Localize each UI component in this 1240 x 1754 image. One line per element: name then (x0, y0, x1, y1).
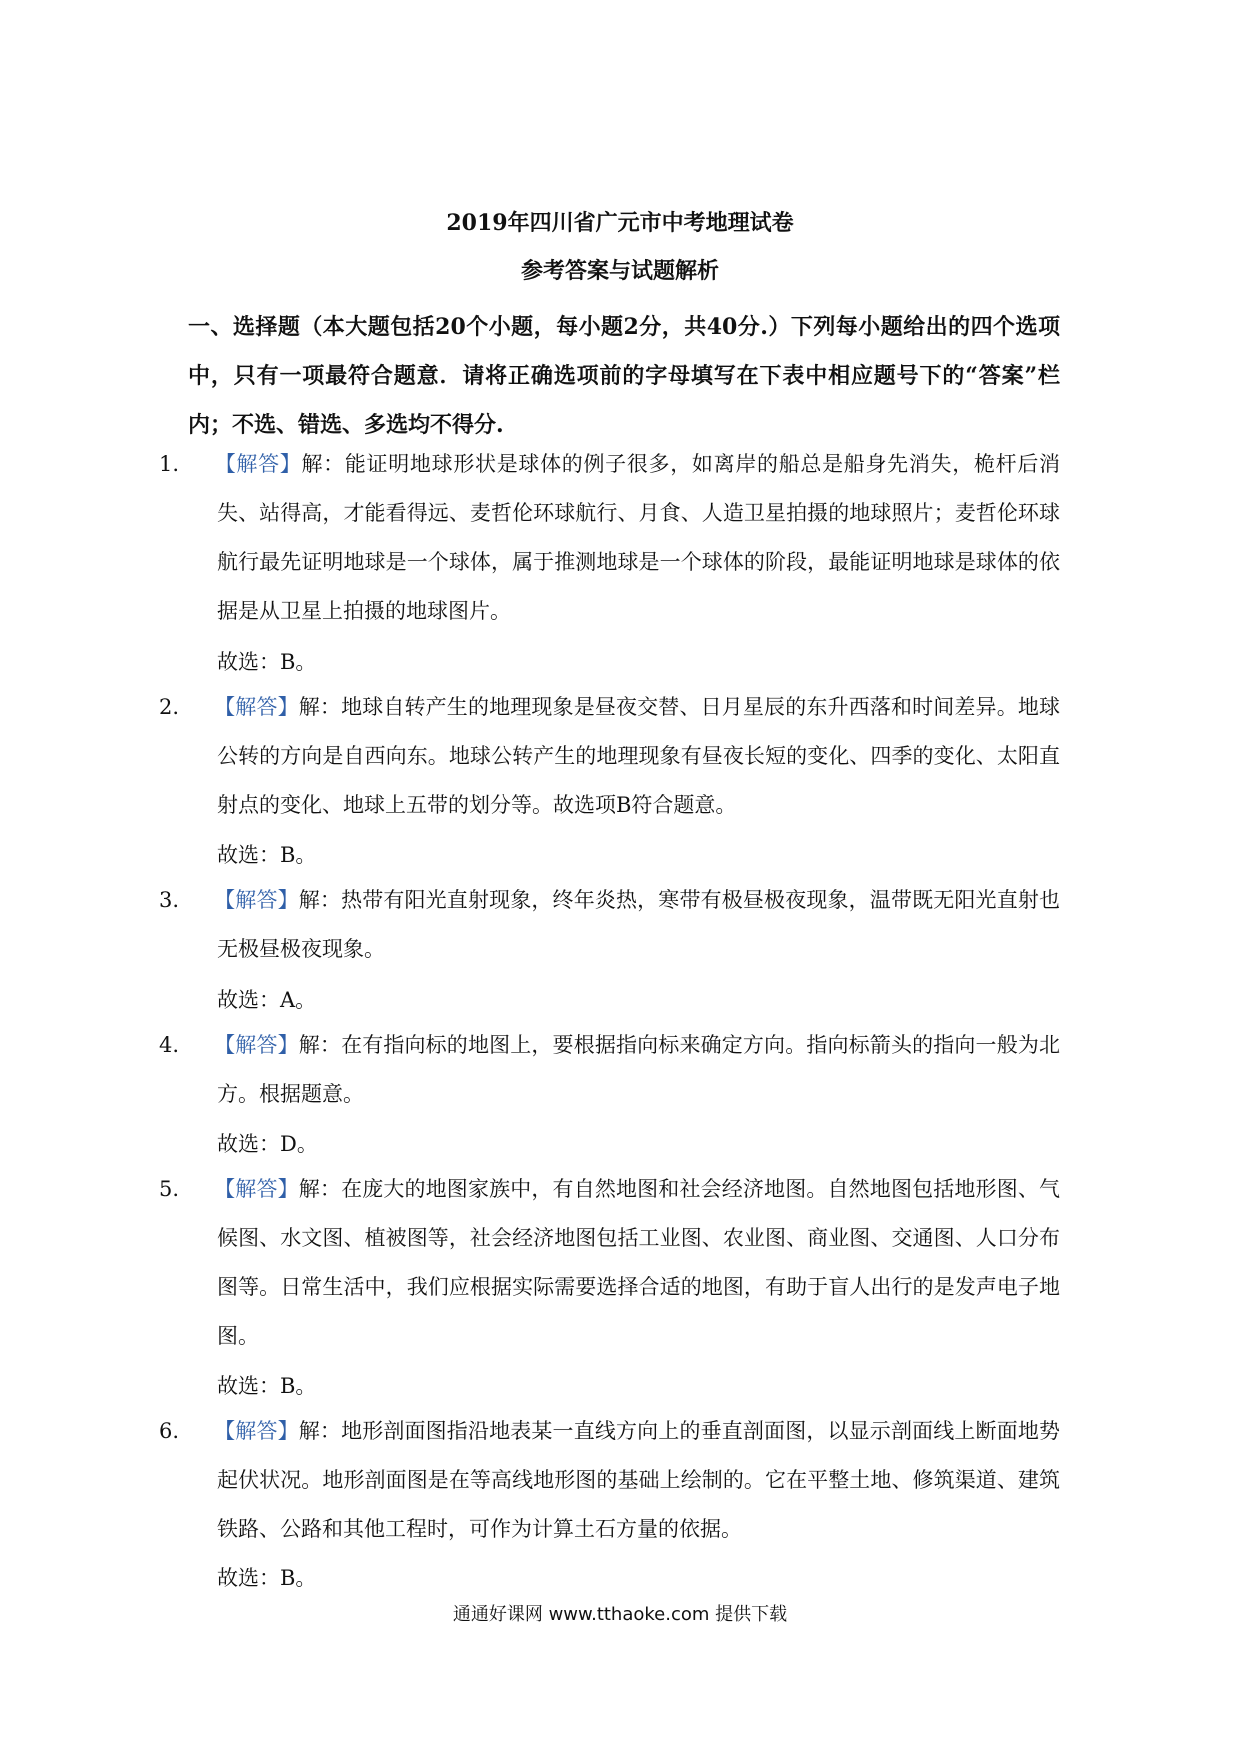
page-title: 2019年四川省广元市中考地理试卷 (446, 210, 794, 236)
question-number: 5. (159, 1177, 180, 1201)
question-5-answer: 故选：B。 (217, 1374, 317, 1398)
question-text: 热带有阳光直射现象，终年炎热，寒带有极昼极夜现象，温带既无阳光直射也无极昼极夜现象。 (217, 888, 1061, 961)
page-subtitle: 参考答案与试题解析 (520, 258, 719, 284)
question-1-answer: 故选：B。 (217, 650, 317, 674)
page-footer: 通通好课网 www.tthaoke.com 提供下载 (452, 1604, 788, 1625)
answer-tag: 【解答】 (214, 452, 302, 476)
question-lead: 解： (298, 888, 342, 912)
answer-tag: 【解答】 (214, 1419, 299, 1443)
question-2-body (159, 683, 1061, 830)
question-text: 能证明地球形状是球体的例子很多，如离岸的船总是船身先消失，桅杆后消失、站得高，才能看得远、麦哲伦环球航行、月食、人造卫星拍摄的地球照片；麦哲伦环球航行最先证明地球是一个球体，属于推测地球是一个球体的阶段，最能证明地球是球体的依据是从卫星上拍摄的地球图片。 (217, 452, 1061, 623)
question-6 (159, 1407, 1061, 1554)
question-2 (159, 683, 1061, 830)
question-lead: 解： (298, 1033, 342, 1057)
question-4 (159, 1021, 1061, 1119)
question-2-answer: 故选：B。 (217, 843, 317, 867)
question-5 (159, 1165, 1061, 1361)
question-3-body (159, 876, 1061, 974)
question-3 (159, 876, 1061, 974)
question-1 (159, 440, 1061, 636)
question-lead: 解： (298, 1177, 342, 1201)
question-number: 3. (159, 888, 180, 912)
section-heading: 一、选择题（本大题包括20个小题，每小题2分，共40分.）下列每小题给出的四个选项中，只有一项最符合题意．请将正确选项前的字母填写在下表中相应题号下的“答案”栏内；不选、错选、多选均不得分. (188, 314, 1060, 438)
question-text: 在庞大的地图家族中，有自然地图和社会经济地图。自然地图包括地形图、气候图、水文图、植被图等，社会经济地图包括工业图、农业图、商业图、交通图、人口分布图等。日常生活中，我们应根据实际需要选择合适的地图，有助于盲人出行的是发声电子地图。 (217, 1177, 1061, 1348)
answer-tag: 【解答】 (214, 1033, 299, 1057)
question-6-body (159, 1407, 1061, 1554)
answer-tag: 【解答】 (214, 888, 299, 912)
question-text: 在有指向标的地图上，要根据指向标来确定方向。指向标箭头的指向一般为北方。根据题意。 (217, 1033, 1061, 1106)
question-number: 4. (159, 1033, 180, 1057)
question-6-answer: 故选：B。 (217, 1566, 317, 1590)
question-number: 6. (159, 1419, 180, 1443)
answer-tag: 【解答】 (214, 1177, 299, 1201)
question-4-answer: 故选：D。 (217, 1132, 318, 1156)
question-text: 地形剖面图指沿地表某一直线方向上的垂直剖面图，以显示剖面线上断面地势起伏状况。地形剖面图是在等高线地形图的基础上绘制的。它在平整土地、修筑渠道、建筑铁路、公路和其他工程时，可作为计算土石方量的依据。 (217, 1419, 1061, 1541)
question-text: 地球自转产生的地理现象是昼夜交替、日月星辰的东升西落和时间差异。地球公转的方向是自西向东。地球公转产生的地理现象有昼夜长短的变化、四季的变化、太阳直射点的变化、地球上五带的划分等。故选项B符合题意。 (217, 695, 1061, 817)
question-3-answer: 故选：A。 (217, 988, 317, 1012)
question-4-body (159, 1021, 1061, 1119)
question-1-body (159, 440, 1061, 636)
question-5-body (159, 1165, 1061, 1361)
question-number: 1. (159, 452, 180, 476)
question-number: 2. (159, 695, 180, 719)
question-lead: 解： (298, 1419, 342, 1443)
question-lead: 解： (301, 452, 345, 476)
answer-tag: 【解答】 (214, 695, 299, 719)
question-lead: 解： (298, 695, 342, 719)
